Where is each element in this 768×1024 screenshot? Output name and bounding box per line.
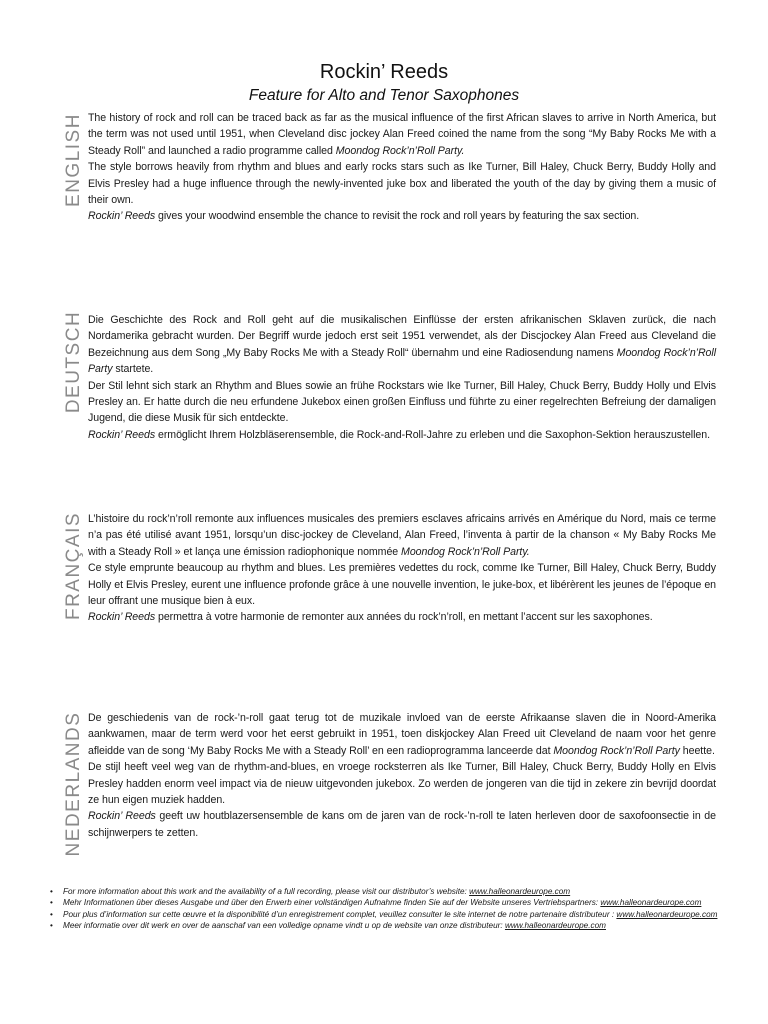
nederlands-paragraph-2: De stijl heeft veel weg van de rhythm-and-blues, en vroege rocksterren als Ike Turner, Bill Haley, Chuck Berry, Buddy Holly en Elvis Presley hadden enorm veel impact via de nieuw uitgevonden jukebox. Zo werden de jongeren van die tijd in zekere zin bevrijd doordat ze hun eigen muziek hadden. [88, 761, 716, 807]
english-paragraph-1: The history of rock and roll can be traced back as far as the musical influence of the first African slaves to arrive in North America, but the term was not used until 1951, when Cleveland disc jockey Alan Freed coined the name from the song “My Baby Rocks Me with a Steady Roll” and launched a radio programme called Moondog Rock’n’Roll Party. [88, 112, 716, 157]
page-title: Rockin’ Reeds [319, 61, 449, 83]
english-paragraph-3: Rockin’ Reeds gives your woodwind ensemble the chance to revisit the rock and roll years by featuring the sax section. [88, 210, 640, 223]
section-deutsch [88, 312, 716, 443]
distributor-link-francais[interactable]: www.halleonardeurope.com [616, 909, 718, 919]
distributor-link-deutsch[interactable]: www.halleonardeurope.com [600, 898, 702, 908]
language-label-english: ENGLISH [63, 113, 84, 207]
footnote-nederlands: • Meer informatie over dit werk en over de aanschaf van een volledige opname vindt u op de website van onze distributeur: www.halleonardeurope.com [50, 921, 606, 931]
nederlands-paragraph-1: De geschiedenis van de rock-’n-roll gaat terug tot de muzikale invloed van de eerste Afrikaanse slaven die in Noord-Amerika aankwamen, maar de term werd voor het eerst gebruikt in 1951, toen diskjockey Alan Freed uit Cleveland de naam voor het genre afleidde van de song ‘My Baby Rocks Me with a Steady Roll’ en een radioprogramma lanceerde dat Moondog Rock’n’Roll Party heette. [88, 712, 716, 757]
english-paragraph-2: The style borrows heavily from rhythm and blues and early rocks stars such as Ike Turner, Bill Haley, Chuck Berry, Buddy Holly and Elvis Presley had a huge influence through the newly-invented juke box and liberated the youth of the day by giving them a music of their own. [88, 161, 716, 207]
francais-paragraph-2: Ce style emprunte beaucoup au rhythm and blues. Les premières vedettes du rock, comme Ike Turner, Bill Haley, Chuck Berry, Buddy Holly et Elvis Presley, eurent une influence profonde grâce à une nouvelle invention, le juke-box, et libérèrent les jeunes de l’époque en leur offrant une musique bien à eux. [88, 562, 716, 608]
francais-paragraph-1: L’histoire du rock’n’roll remonte aux influences musicales des premiers esclaves africains arrivés en Amérique du Nord, mais ce terme n’a pas été utilisé avant 1951, lorsqu’un disc-jockey de Cleveland, Alan Freed, l’inventa à partir de la chanson « My Baby Rocks Me with a Steady Roll » et lança une émission radiophonique nommée Moondog Rock’n’Roll Party. [88, 513, 716, 558]
language-label-nederlands: NEDERLANDS [63, 711, 84, 857]
distributor-link-english[interactable]: www.halleonardeurope.com [469, 887, 571, 896]
section-nederlands [88, 710, 716, 841]
section-english [88, 110, 716, 225]
footnotes [50, 886, 730, 932]
footnote-english: • For more information about this work and the availability of a full recording, please visit our distributor’s website: www.halleonardeurope.com [50, 887, 571, 896]
deutsch-paragraph-1: Die Geschichte des Rock and Roll geht auf die musikalischen Einflüsse der ersten afrikanischen Sklaven zurück, die nach Nordamerika gebracht wurden. Der Begriff wurde jedoch erst seit 1951 verwendet, als der Discjockey Alan Freed aus Cleveland die Bezeichnung aus dem Song „My Baby Rocks Me with a Steady Roll“ übernahm und eine Radiosendung namens Moondog Rock’n’Roll Party startete. [88, 314, 717, 376]
section-francais [88, 511, 716, 626]
language-label-francais: FRANÇAIS [63, 511, 84, 621]
footnote-francais: • Pour plus d’information sur cette œuvre et la disponibilité d’un enregistrement complet, veuillez consulter le site internet de notre partenaire distributeur : www.halleonardeurope.com [50, 909, 718, 919]
deutsch-paragraph-3: Rockin’ Reeds ermöglicht Ihrem Holzbläserensemble, die Rock-and-Roll-Jahre zu erleben und die Saxophon-Sektion herauszustellen. [88, 428, 710, 441]
bullet-icon: • [50, 909, 53, 919]
bullet-icon: • [50, 921, 53, 931]
distributor-link-nederlands[interactable]: www.halleonardeurope.com [504, 921, 606, 931]
footnote-deutsch: • Mehr Informationen über dieses Ausgabe und über den Erwerb einer vollständigen Aufnahme finden Sie auf der Website unseres Vertriebspartners: www.halleonardeurope.com [50, 898, 702, 908]
deutsch-paragraph-2: Der Stil lehnt sich stark an Rhythm and Blues sowie an frühe Rockstars wie Ike Turner, Bill Haley, Chuck Berry, Buddy Holly und Elvis Presley an. Er hatte durch die neu erfundene Jukebox einen großen Einfluss und führte zu einer regelrechten Befreiung der damaligen Jugend, die diese Musik für sich entdeckte. [88, 379, 716, 425]
language-label-deutsch: DEUTSCH [63, 310, 84, 414]
francais-paragraph-3: Rockin’ Reeds permettra à votre harmonie de remonter aux années du rock’n’roll, en mettant l’accent sur les saxophones. [88, 611, 653, 624]
bullet-icon: • [50, 898, 53, 908]
page-subtitle: Feature for Alto and Tenor Saxophones [248, 87, 520, 104]
bullet-icon: • [50, 887, 53, 896]
nederlands-paragraph-3: Rockin’ Reeds geeft uw houtblazersensemble de kans om de jaren van de rock-’n-roll te laten herleven door de saxofoonsectie in de schijnwerpers te zetten. [88, 810, 716, 839]
